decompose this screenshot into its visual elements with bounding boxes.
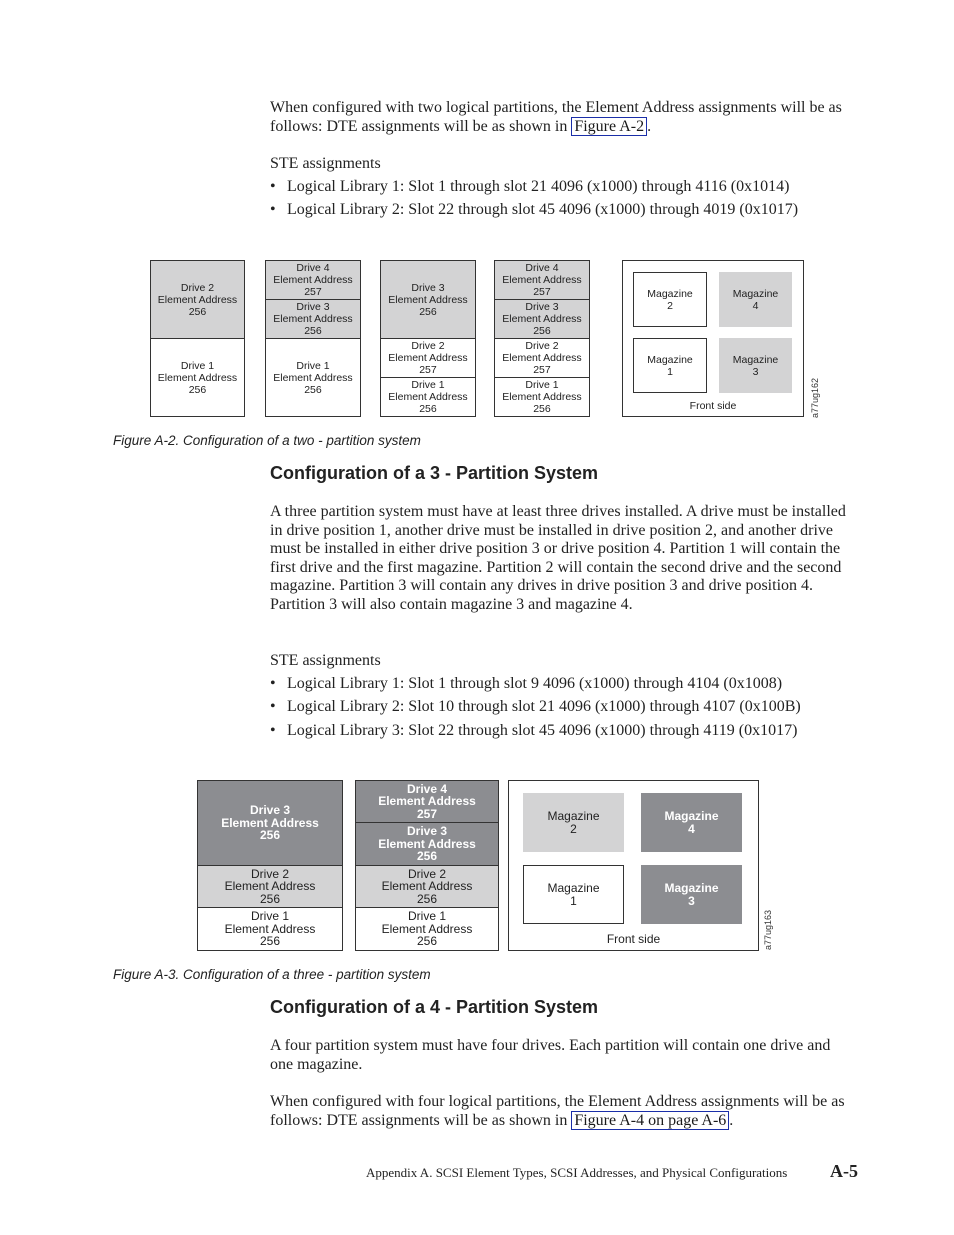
section-4-heading: Configuration of a 4 - Partition System — [270, 997, 599, 1017]
list-item: • Logical Library 2: Slot 22 through slot 45 4096 (x1000) through 4019 (0x1017) — [270, 201, 870, 220]
section-3-heading: Configuration of a 3 - Partition System — [270, 463, 599, 483]
drive-box: Drive 1 Element Address 256 — [265, 338, 361, 417]
footer-text: Appendix A. SCSI Element Types, SCSI Addresses, and Physical Configurations — [366, 1165, 788, 1180]
magazine-box: Magazine 4 — [641, 793, 742, 852]
page-number: A-5 — [830, 1161, 858, 1181]
drive-box: Drive 4 Element Address 257 — [355, 780, 499, 823]
drive-box: Drive 1 Element Address 256 — [150, 338, 245, 417]
drive-box: Drive 2 Element Address 257 — [380, 338, 476, 378]
figure-a4-link[interactable]: Figure A-4 on page A-6 — [571, 1111, 729, 1130]
drive-box: Drive 4 Element Address 257 — [265, 260, 361, 300]
drive-box: Drive 1 Element Address 256 — [494, 377, 590, 417]
figure-a2-link[interactable]: Figure A-2 — [571, 117, 647, 136]
list-item: • Logical Library 1: Slot 1 through slot 21 4096 (x1000) through 4116 (0x1014) — [270, 178, 870, 197]
drive-box: Drive 1 Element Address 256 — [380, 377, 476, 417]
ste-label: STE assignments — [270, 155, 381, 172]
figure-a3-caption: Figure A-3. Configuration of a three - partition system — [113, 967, 431, 982]
figure-code: a77ug163 — [763, 909, 773, 950]
magazine-box: Magazine 2 — [633, 272, 707, 327]
front-side-label: Front side — [606, 932, 661, 946]
magazine-box: Magazine 4 — [719, 272, 792, 327]
magazine-box: Magazine 2 — [523, 793, 624, 852]
drive-box: Drive 3 Element Address 256 — [197, 780, 343, 866]
drive-box: Drive 2 Element Address 256 — [197, 865, 343, 908]
list-item: • Logical Library 2: Slot 10 through slot 21 4096 (x1000) through 4107 (0x100B) — [270, 698, 870, 717]
figure-a2-caption: Figure A-2. Configuration of a two - partition system — [113, 433, 421, 448]
magazine-box: Magazine 3 — [719, 338, 792, 393]
figure-code: a77ug162 — [810, 377, 820, 418]
drive-box: Drive 2 Element Address 256 — [355, 865, 499, 908]
drive-box: Drive 3 Element Address 256 — [355, 822, 499, 866]
section-3-paragraph: A three partition system must have at least three drives installed. A drive must be installed in drive position 1, another drive must be installed in drive position 2, and another drive must be installed in either drive position 3 or drive position 4. Partition 1 will contain the first drive and the first magazine. Partition 2 will contain the second drive and the second magazine. Partition 3 will contain any drives in drive position 3 and drive position 4. Partition 3 will also contain magazine 3 and magazine 4. — [270, 503, 846, 613]
drive-box: Drive 1 Element Address 256 — [355, 907, 499, 951]
ste-label: STE assignments — [270, 652, 381, 669]
drive-box: Drive 3 Element Address 256 — [265, 299, 361, 339]
magazine-box: Magazine 1 — [633, 338, 707, 393]
ste-list-3 — [270, 675, 870, 745]
drive-box: Drive 2 Element Address 256 — [150, 260, 245, 339]
section-4-paragraph-2: When configured with four logical partitions, the Element Address assignments will be as follows: DTE assignments will be as shown in Figure A-4 on page A-6 . — [270, 1093, 845, 1129]
section-4-paragraph-1: A four partition system must have four drives. Each partition will contain one drive and one magazine. — [270, 1037, 831, 1073]
drive-box: Drive 3 Element Address 256 — [380, 260, 476, 339]
drive-box: Drive 1 Element Address 256 — [197, 907, 343, 951]
magazine-box: Magazine 1 — [523, 865, 624, 924]
list-item: • Logical Library 3: Slot 22 through slot 45 4096 (x1000) through 4119 (0x1017) — [270, 722, 870, 741]
drive-box: Drive 2 Element Address 257 — [494, 338, 590, 378]
list-item: • Logical Library 1: Slot 1 through slot 9 4096 (x1000) through 4104 (0x1008) — [270, 675, 870, 694]
drive-box: Drive 4 Element Address 257 — [494, 260, 590, 300]
drive-box: Drive 3 Element Address 256 — [494, 299, 590, 339]
intro-paragraph: When configured with two logical partitions, the Element Address assignments will be as follows: DTE assignments will be as shown in Figure A-2 . — [270, 99, 842, 135]
front-side-label: Front side — [689, 400, 737, 412]
magazine-box: Magazine 3 — [641, 865, 742, 924]
ste-list-2 — [270, 178, 870, 225]
